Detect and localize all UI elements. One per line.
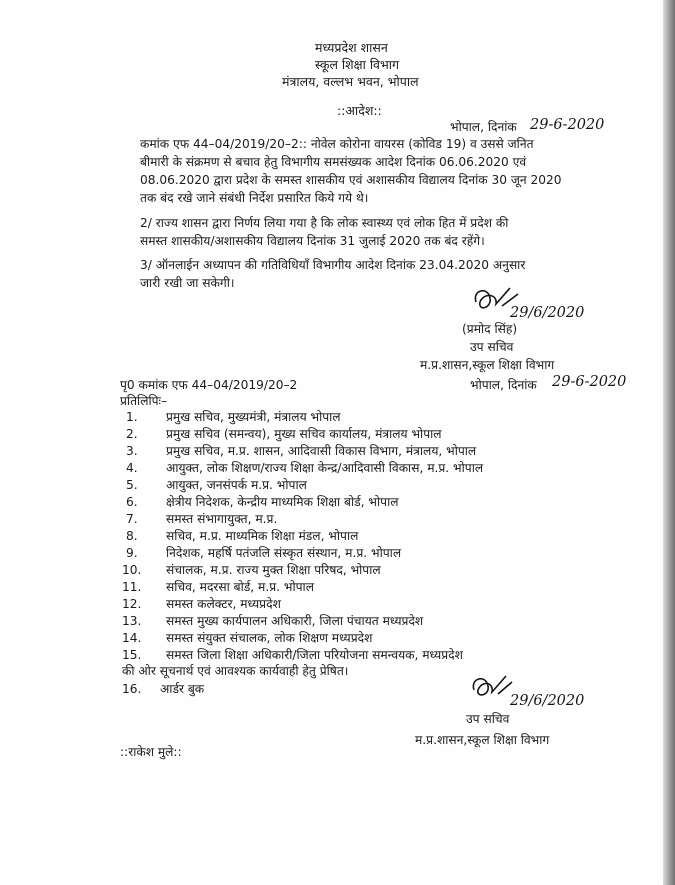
list-item: आयुक्त, जनसंपर्क म.प्र. भोपाल bbox=[166, 478, 307, 492]
list-item: आर्डर बुक bbox=[160, 682, 205, 696]
order-para2-line2: समस्त शासकीय/अशासकीय विद्यालय दिनांक 31 जुलाई 2020 तक बंद रहेंगे। bbox=[140, 234, 485, 248]
office-address: मंत्रालय, वल्लभ भवन, भोपाल bbox=[282, 74, 419, 89]
list-item-number: 1. bbox=[126, 410, 138, 424]
signatory2-designation: उप सचिव bbox=[466, 712, 510, 726]
list-item: प्रमुख सचिव, मुख्यमंत्री, मंत्रालय भोपाल bbox=[166, 410, 341, 424]
copy-date-handwritten: 29-6-2020 bbox=[552, 374, 627, 390]
list-item-number: 2. bbox=[126, 427, 138, 441]
list-item-number: 12. bbox=[122, 597, 142, 611]
list-item: सचिव, मदरसा बोर्ड, म.प्र. भोपाल bbox=[166, 580, 314, 594]
order-para1-line1: कमांक एफ 44–04/2019/20–2:: नोवेल कोरोना वायरस (कोविड 19) व उससे जनित bbox=[140, 137, 534, 151]
list-item: सचिव, म.प्र. माध्यमिक शिक्षा मंडल, भोपाल bbox=[166, 529, 359, 543]
list-item-number: 9. bbox=[126, 546, 138, 560]
list-item: क्षेत्रीय निदेशक, केन्द्रीय माध्यमिक शिक्षा बोर्ड, भोपाल bbox=[166, 495, 399, 509]
list-item: आयुक्त, लोक शिक्षण/राज्य शिक्षा केन्द्र/आदिवासी विकास, म.प्र. भोपाल bbox=[166, 461, 484, 475]
list-item-number: 13. bbox=[122, 614, 142, 628]
signature1-date-handwritten: 29/6/2020 bbox=[510, 305, 585, 321]
signatory2-department: म.प्र.शासन,स्कूल शिक्षा विभाग bbox=[415, 733, 550, 747]
order-para1-line3: 08.06.2020 द्वारा प्रदेश के समस्त शासकीय एवं अशासकीय विद्यालय दिनांक 30 जून 2020 bbox=[140, 173, 562, 187]
list-item-number: 15. bbox=[122, 648, 142, 662]
list-item-number: 16. bbox=[122, 682, 142, 696]
list-item: समस्त संयुक्त संचालक, लोक शिक्षण मध्यप्रदेश bbox=[166, 631, 373, 645]
order-para3-line1: 3/ ऑनलाईन अध्यापन की गतिविधियॉं विभागीय आदेश दिनांक 23.04.2020 अनुसार bbox=[140, 258, 526, 272]
copy-place-date-label: भोपाल, दिनांक bbox=[470, 378, 537, 392]
list-item: संचालक, म.प्र. राज्य मुक्त शिक्षा परिषद, भोपाल bbox=[166, 563, 381, 577]
copy-heading: प्रतिलिपिः– bbox=[120, 394, 168, 408]
forward-note: की ओर सूचनार्थ एवं आवश्यक कार्यवाही हेतु प्रेषित। bbox=[122, 664, 349, 678]
signatory-name: (प्रमोद सिंह) bbox=[462, 322, 518, 336]
order-para3-line2: जारी रखी जा सकेगी। bbox=[140, 276, 235, 290]
order-place-date-label: भोपाल, दिनांक bbox=[450, 120, 517, 134]
list-item: निदेशक, महर्षि पतंजलि संस्कृत संस्थान, म.प्र. भोपाल bbox=[166, 546, 402, 560]
list-item-number: 3. bbox=[126, 444, 138, 458]
govt-name: मध्यप्रदेश शासन bbox=[315, 40, 388, 55]
signature2-date-handwritten: 29/6/2020 bbox=[510, 693, 585, 709]
list-item-number: 8. bbox=[126, 529, 138, 543]
order-para1-line2: बीमारी के संक्रमण से बचाव हेतु विभागीय समसंख्यक आदेश दिनांक 06.06.2020 एवं bbox=[140, 155, 527, 169]
list-item-number: 14. bbox=[122, 631, 142, 645]
list-item: समस्त संभागायुक्त, म.प्र. bbox=[166, 512, 278, 526]
order-para2-line1: 2/ राज्य शासन द्वारा निर्णय लिया गया है कि लोक स्वास्थ्य एवं लोक हित में प्रदेश की bbox=[140, 216, 509, 230]
typist-name: ::राकेश मुले:: bbox=[120, 745, 182, 759]
list-item-number: 11. bbox=[122, 580, 142, 594]
list-item: प्रमुख सचिव (समन्वय), मुख्य सचिव कार्यालय, मंत्रालय भोपाल bbox=[166, 427, 442, 441]
order-para1-line4: तक बंद रखे जाने संबंधी निर्देश प्रसारित किये गये थे। bbox=[140, 191, 369, 205]
order-title: ::आदेश:: bbox=[337, 103, 382, 118]
list-item: समस्त जिला शिक्षा अधिकारी/जिला परियोजना समन्वयक, मध्यप्रदेश bbox=[166, 648, 463, 662]
order-date-handwritten: 29-6-2020 bbox=[530, 117, 605, 133]
list-item: समस्त मुख्य कार्यपालन अधिकारी, जिला पंचायत मध्यप्रदेश bbox=[166, 614, 424, 628]
signatory1-designation: उप सचिव bbox=[470, 340, 514, 354]
list-item: समस्त कलेक्टर, मध्यप्रदेश bbox=[166, 597, 281, 611]
list-item-number: 5. bbox=[126, 478, 138, 492]
department-name: स्कूल शिक्षा विभाग bbox=[315, 57, 400, 72]
list-item: प्रमुख सचिव, म.प्र. शासन, आदिवासी विकास विभाग, मंत्रालय, भोपाल bbox=[166, 444, 477, 458]
list-item-number: 7. bbox=[126, 512, 138, 526]
list-item-number: 6. bbox=[126, 495, 138, 509]
copy-reference: पृ0 कमांक एफ 44–04/2019/20–2 bbox=[120, 378, 298, 392]
signatory1-department: म.प्र.शासन,स्कूल शिक्षा विभाग bbox=[420, 358, 555, 372]
list-item-number: 10. bbox=[122, 563, 142, 577]
list-item-number: 4. bbox=[126, 461, 138, 475]
page-edge-shadow bbox=[663, 0, 675, 885]
